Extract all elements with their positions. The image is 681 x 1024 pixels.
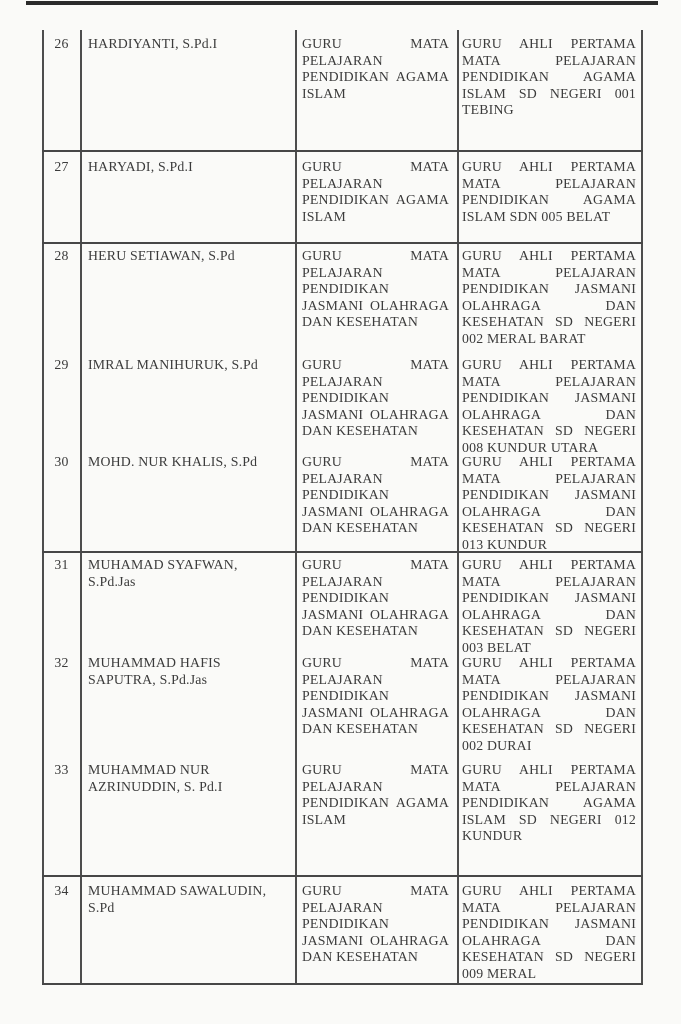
assignment-line: KESEHATAN SD NEGERI [462, 721, 636, 736]
assignment-line: 002 DURAI [462, 737, 532, 753]
assignment-line: OLAHRAGA DAN [462, 932, 636, 948]
row-number: 32 [54, 655, 69, 670]
position-line: DAN KESEHATAN [302, 314, 419, 329]
position-line: DAN KESEHATAN [302, 721, 419, 736]
position-line: GURU MATA [302, 159, 449, 174]
position-line: JASMANI OLAHRAGA [302, 297, 449, 313]
position-line: GURU MATA [302, 357, 449, 372]
assignment-line: 009 MERAL [462, 965, 537, 981]
position-line: DAN KESEHATAN [302, 623, 419, 638]
assignment-line: PENDIDIKAN JASMANI [462, 281, 636, 296]
assignment-line: GURU AHLI PERTAMA [462, 159, 636, 174]
assignment-line: OLAHRAGA DAN [462, 406, 636, 422]
name-line: SAPUTRA, S.Pd.Jas [88, 671, 208, 687]
position-line: ISLAM [302, 85, 346, 101]
name-line: MOHD. NUR KHALIS, S.Pd [88, 454, 258, 469]
assignment-line: PENDIDIKAN JASMANI [462, 916, 636, 931]
assignment-line: OLAHRAGA DAN [462, 606, 636, 622]
assignment-line: PENDIDIKAN JASMANI [462, 390, 636, 405]
assignment-line: 013 KUNDUR [462, 536, 548, 552]
position-line: GURU MATA [302, 655, 449, 670]
position-line: PENDIDIKAN [302, 281, 390, 296]
assignment-line: KESEHATAN SD NEGERI [462, 520, 636, 535]
position-line: JASMANI OLAHRAGA [302, 704, 449, 720]
position-line: JASMANI OLAHRAGA [302, 406, 449, 422]
assignment-line: MATA PELAJARAN [462, 671, 636, 687]
assignment-line: TEBING [462, 102, 514, 117]
position-line: GURU MATA [302, 248, 449, 263]
table-vertical-border [641, 30, 643, 983]
row-number: 33 [54, 762, 69, 777]
position-line: DAN KESEHATAN [302, 520, 419, 535]
assignment-line: KESEHATAN SD NEGERI [462, 949, 636, 964]
position-line: PELAJARAN [302, 778, 383, 794]
assignment-line: KESEHATAN SD NEGERI [462, 623, 636, 638]
assignment-line: MATA PELAJARAN [462, 373, 636, 389]
assignment-line: GURU AHLI PERTAMA [462, 454, 636, 469]
position-line: PENDIDIKAN [302, 487, 390, 502]
table-row-divider-line [42, 242, 643, 244]
position-line: JASMANI OLAHRAGA [302, 932, 449, 948]
assignment-line: OLAHRAGA DAN [462, 297, 636, 313]
assignment-line: PENDIDIKAN JASMANI [462, 590, 636, 605]
position-line: PELAJARAN [302, 671, 383, 687]
assignment-line: MATA PELAJARAN [462, 573, 636, 589]
position-line: PELAJARAN [302, 573, 383, 589]
table-vertical-border [295, 30, 297, 983]
assignment-line: MATA PELAJARAN [462, 175, 636, 191]
assignment-line: MATA PELAJARAN [462, 778, 636, 794]
name-line: HARYADI, S.Pd.I [88, 159, 193, 174]
position-line: PENDIDIKAN AGAMA [302, 192, 449, 207]
assignment-line: PENDIDIKAN AGAMA [462, 192, 636, 207]
assignment-line: PENDIDIKAN AGAMA [462, 69, 636, 84]
assignment-line: 008 KUNDUR UTARA [462, 439, 599, 455]
row-number: 26 [54, 36, 69, 51]
position-line: PENDIDIKAN [302, 688, 390, 703]
row-number: 31 [54, 557, 69, 572]
position-line: PELAJARAN [302, 264, 383, 280]
assignment-line: GURU AHLI PERTAMA [462, 36, 636, 51]
assignment-line: 003 BELAT [462, 639, 531, 655]
assignment-line: GURU AHLI PERTAMA [462, 248, 636, 263]
assignment-line: KESEHATAN SD NEGERI [462, 423, 636, 438]
name-line: S.Pd [88, 899, 115, 915]
position-line: GURU MATA [302, 762, 449, 777]
position-line: GURU MATA [302, 36, 449, 51]
assignment-line: OLAHRAGA DAN [462, 503, 636, 519]
position-line: DAN KESEHATAN [302, 949, 419, 964]
name-line: S.Pd.Jas [88, 573, 136, 589]
row-number: 29 [54, 357, 69, 372]
position-line: JASMANI OLAHRAGA [302, 606, 449, 622]
assignment-line: MATA PELAJARAN [462, 52, 636, 68]
assignment-line: MATA PELAJARAN [462, 899, 636, 915]
name-line: MUHAMMAD HAFIS [88, 655, 221, 670]
position-line: GURU MATA [302, 883, 449, 898]
name-line: MUHAMMAD NUR [88, 762, 210, 777]
position-line: PELAJARAN [302, 899, 383, 915]
name-line: MUHAMAD SYAFWAN, [88, 557, 238, 572]
name-line: MUHAMMAD SAWALUDIN, [88, 883, 267, 898]
table-row-divider-line [42, 875, 643, 877]
row-number: 28 [54, 248, 69, 263]
position-line: PELAJARAN [302, 373, 383, 389]
assignment-line: GURU AHLI PERTAMA [462, 357, 636, 372]
assignment-line: KUNDUR [462, 828, 523, 843]
assignment-line: ISLAM SD NEGERI 001 [462, 85, 636, 101]
position-line: PENDIDIKAN [302, 916, 390, 931]
name-line: AZRINUDDIN, S. Pd.I [88, 778, 223, 794]
position-line: DAN KESEHATAN [302, 423, 419, 438]
position-line: PELAJARAN [302, 175, 383, 191]
position-line: PENDIDIKAN AGAMA [302, 69, 449, 84]
table-row-divider-line [42, 150, 643, 152]
name-line: HERU SETIAWAN, S.Pd [88, 248, 235, 263]
assignment-line: 002 MERAL BARAT [462, 330, 586, 346]
assignment-line: PENDIDIKAN AGAMA [462, 795, 636, 810]
position-line: GURU MATA [302, 557, 449, 572]
position-line: GURU MATA [302, 454, 449, 469]
assignment-line: PENDIDIKAN JASMANI [462, 688, 636, 703]
position-line: PENDIDIKAN AGAMA [302, 795, 449, 810]
row-number: 27 [54, 159, 69, 174]
assignment-line: GURU AHLI PERTAMA [462, 883, 636, 898]
position-line: PELAJARAN [302, 470, 383, 486]
position-line: JASMANI OLAHRAGA [302, 503, 449, 519]
assignment-line: MATA PELAJARAN [462, 470, 636, 486]
assignment-line: GURU AHLI PERTAMA [462, 655, 636, 670]
assignment-line: OLAHRAGA DAN [462, 704, 636, 720]
table-row-divider-line [42, 983, 643, 985]
position-line: ISLAM [302, 811, 346, 827]
position-line: PENDIDIKAN [302, 590, 390, 605]
position-line: ISLAM [302, 208, 346, 224]
assignment-line: PENDIDIKAN JASMANI [462, 487, 636, 502]
position-line: PENDIDIKAN [302, 390, 390, 405]
row-number: 30 [54, 454, 69, 469]
assignment-line: ISLAM SD NEGERI 012 [462, 811, 636, 827]
position-line: PELAJARAN [302, 52, 383, 68]
row-number: 34 [54, 883, 69, 898]
assignment-line: KESEHATAN SD NEGERI [462, 314, 636, 329]
assignment-line: ISLAM SDN 005 BELAT [462, 208, 611, 224]
assignment-line: GURU AHLI PERTAMA [462, 762, 636, 777]
table-vertical-border [457, 30, 459, 983]
name-line: IMRAL MANIHURUK, S.Pd [88, 357, 259, 372]
name-line: HARDIYANTI, S.Pd.I [88, 36, 218, 51]
page-top-edge-line [26, 1, 658, 5]
assignment-line: GURU AHLI PERTAMA [462, 557, 636, 572]
assignment-line: MATA PELAJARAN [462, 264, 636, 280]
